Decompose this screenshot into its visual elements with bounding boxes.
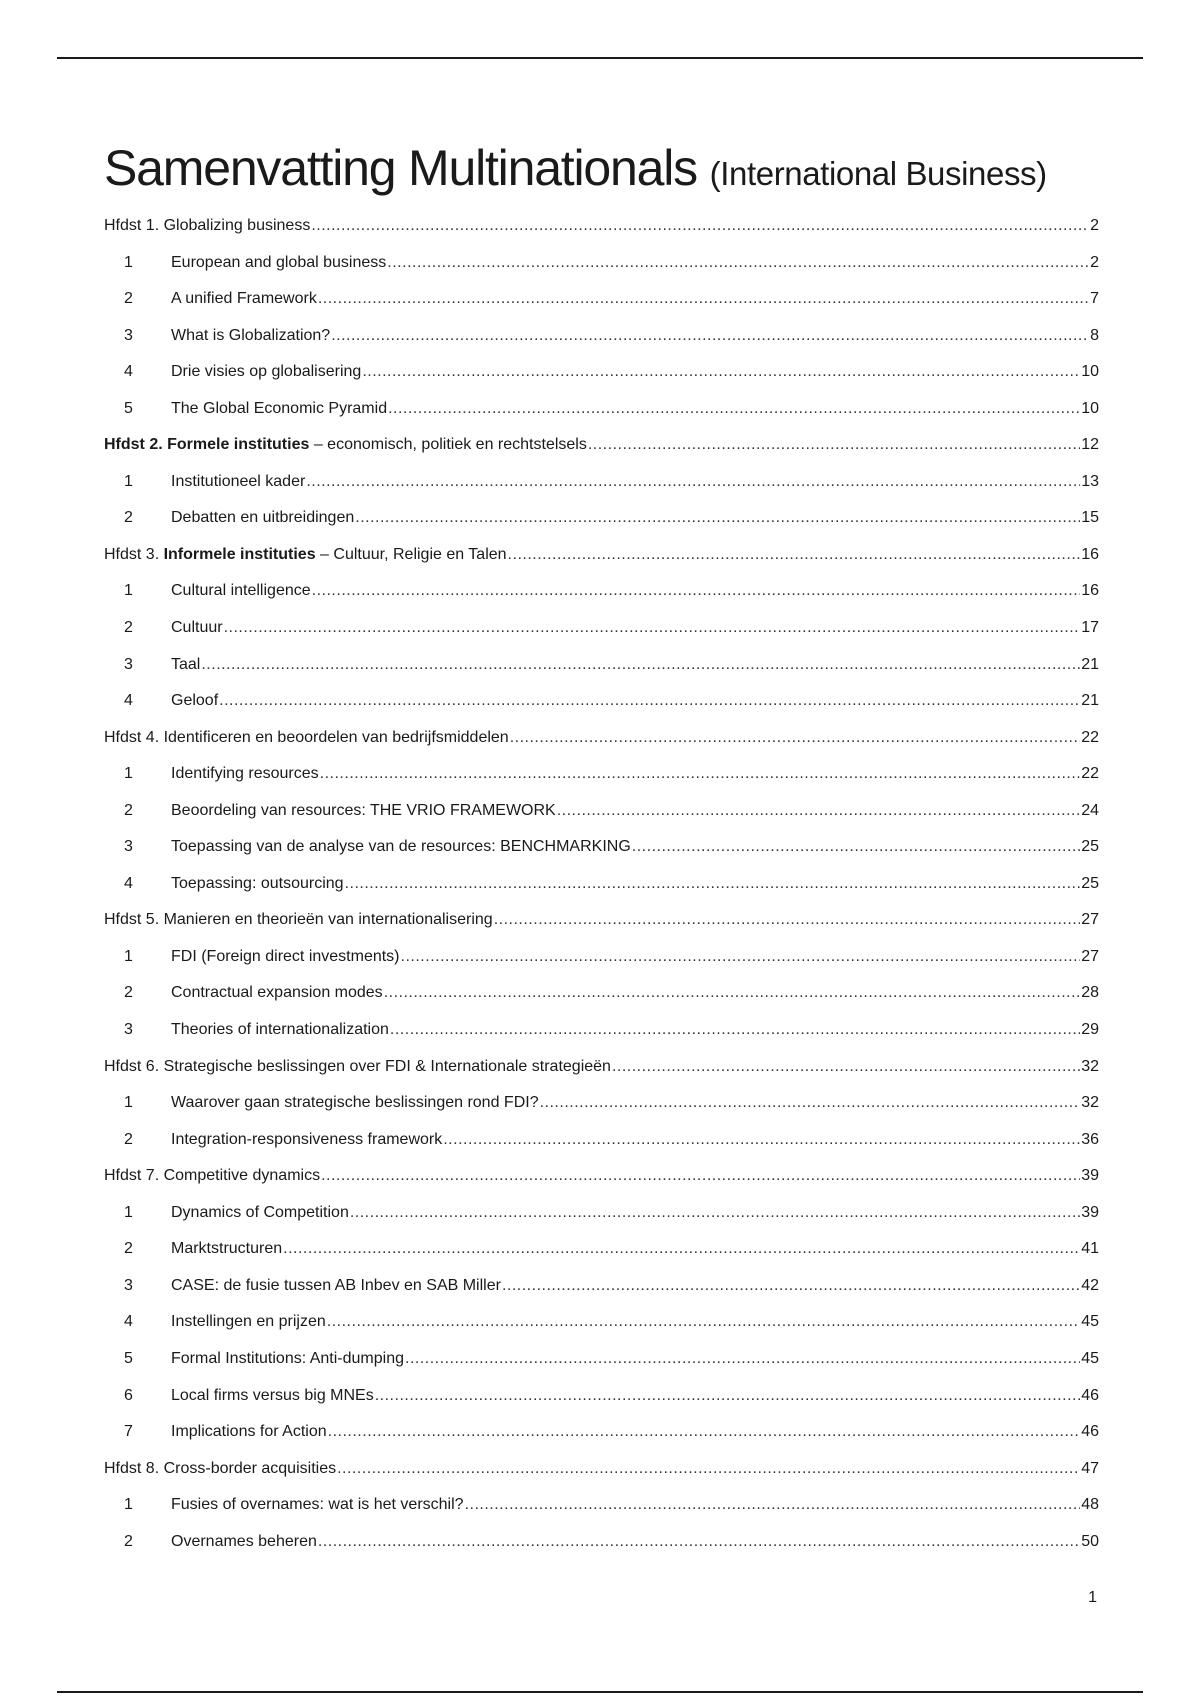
dot-leader <box>224 610 1081 647</box>
toc-section-number: 1 <box>124 765 133 783</box>
toc-page-number: 25 <box>1081 838 1099 856</box>
toc-section-number: 1 <box>124 947 133 965</box>
toc-page-number: 45 <box>1081 1349 1099 1367</box>
toc-entry-label: Taal <box>171 655 201 673</box>
toc-page-number: 46 <box>1081 1386 1099 1404</box>
toc-section-number: 2 <box>124 290 133 308</box>
dot-leader <box>327 1304 1080 1341</box>
toc-entry-label: FDI (Foreign direct investments) <box>171 947 400 965</box>
toc-page-number: 21 <box>1081 692 1099 710</box>
toc-section-entry[interactable] <box>104 391 1099 428</box>
page-number: 1 <box>1088 1589 1097 1606</box>
toc-page-number: 8 <box>1090 326 1099 344</box>
toc-entry-label <box>104 427 587 464</box>
chapter-prefix: Hfdst 8. <box>104 1459 164 1477</box>
toc-section-number: 2 <box>124 509 133 527</box>
title-main: Samenvatting Multinationals <box>104 139 697 196</box>
toc-section-entry[interactable] <box>104 793 1099 830</box>
toc-chapter-entry[interactable] <box>104 208 1099 245</box>
dot-leader <box>588 427 1080 464</box>
dot-leader <box>632 829 1080 866</box>
toc-page-number: 24 <box>1081 801 1099 819</box>
toc-entry-label: Formal Institutions: Anti-dumping <box>171 1349 404 1367</box>
toc-section-entry[interactable] <box>104 647 1099 684</box>
toc-section-number: 3 <box>124 1276 133 1294</box>
toc-section-number: 3 <box>124 655 133 673</box>
toc-section-entry[interactable] <box>104 1085 1099 1122</box>
toc-entry-label: Geloof <box>171 692 219 710</box>
chapter-bold-title: Informele instituties <box>163 545 316 563</box>
toc-page-number: 39 <box>1081 1167 1099 1185</box>
toc-entry-label: Local firms versus big MNEs <box>171 1386 374 1404</box>
toc-entry-label: Drie visies op globalisering <box>171 363 362 381</box>
toc-section-number: 3 <box>124 1021 133 1039</box>
dot-leader <box>318 1524 1080 1561</box>
toc-entry-label: Overnames beheren <box>171 1532 317 1550</box>
dot-leader <box>219 683 1080 720</box>
toc-page-number: 36 <box>1081 1130 1099 1148</box>
toc-section-number: 4 <box>124 874 133 892</box>
toc-section-number: 2 <box>124 619 133 637</box>
title-subtitle: (International Business) <box>709 154 1047 192</box>
toc-entry-label: Toepassing: outsourcing <box>171 874 344 892</box>
toc-entry-label: Identifying resources <box>171 765 319 783</box>
dot-leader <box>384 975 1081 1012</box>
toc-section-entry[interactable] <box>104 975 1099 1012</box>
dot-leader <box>557 793 1080 830</box>
toc-entry-label <box>104 208 310 245</box>
toc-page-number: 32 <box>1081 1094 1099 1112</box>
toc-section-number: 3 <box>124 838 133 856</box>
toc-section-entry[interactable] <box>104 1378 1099 1415</box>
toc-entry-label: Theories of internationalization <box>171 1021 389 1039</box>
toc-entry-label <box>104 1158 320 1195</box>
dot-leader <box>362 354 1080 391</box>
toc-section-entry[interactable] <box>104 939 1099 976</box>
toc-section-number: 2 <box>124 1532 133 1550</box>
toc-section-number: 2 <box>124 1130 133 1148</box>
dot-leader <box>306 464 1080 501</box>
dot-leader <box>375 1378 1080 1415</box>
dot-leader <box>331 318 1089 355</box>
toc-section-entry[interactable] <box>104 1231 1099 1268</box>
toc-entry-label: Cultural intelligence <box>171 582 311 600</box>
chapter-title: Strategische beslissingen over FDI & Internationale strategieën <box>163 1057 611 1075</box>
toc-page-number: 48 <box>1081 1496 1099 1514</box>
toc-entry-label: Cultuur <box>171 619 223 637</box>
toc-section-entry[interactable] <box>104 1012 1099 1049</box>
toc-section-entry[interactable] <box>104 756 1099 793</box>
toc-section-entry[interactable] <box>104 1304 1099 1341</box>
toc-page-number: 46 <box>1081 1423 1099 1441</box>
dot-leader <box>345 866 1081 903</box>
toc-section-number: 6 <box>124 1386 133 1404</box>
toc-section-number: 1 <box>124 1496 133 1514</box>
toc-section-entry[interactable] <box>104 1341 1099 1378</box>
toc-section-entry[interactable] <box>104 245 1099 282</box>
toc-section-entry[interactable] <box>104 281 1099 318</box>
toc-section-entry[interactable] <box>104 500 1099 537</box>
toc-page-number: 42 <box>1081 1276 1099 1294</box>
toc-section-number: 2 <box>124 1240 133 1258</box>
toc-page-number: 25 <box>1081 874 1099 892</box>
toc-entry-label: Contractual expansion modes <box>171 984 383 1002</box>
toc-chapter-entry[interactable] <box>104 537 1099 574</box>
toc-entry-label: A unified Framework <box>171 290 317 308</box>
toc-section-entry[interactable] <box>104 1487 1099 1524</box>
toc-page-number: 16 <box>1081 582 1099 600</box>
dot-leader <box>508 537 1081 574</box>
dot-leader <box>318 281 1089 318</box>
toc-section-number: 4 <box>124 692 133 710</box>
toc-page-number: 21 <box>1081 655 1099 673</box>
toc-section-number: 5 <box>124 1349 133 1367</box>
toc-page-number: 27 <box>1081 947 1099 965</box>
dot-leader <box>612 1049 1080 1086</box>
toc-section-entry[interactable] <box>104 1268 1099 1305</box>
toc-chapter-entry[interactable] <box>104 427 1099 464</box>
toc-entry-label: Dynamics of Competition <box>171 1203 349 1221</box>
dot-leader <box>443 1122 1080 1159</box>
toc-page-number: 41 <box>1081 1240 1099 1258</box>
toc-page-number: 45 <box>1081 1313 1099 1331</box>
toc-section-entry[interactable] <box>104 1414 1099 1451</box>
header-rule <box>57 57 1143 59</box>
toc-entry-label: Fusies of overnames: wat is het verschil? <box>171 1496 464 1514</box>
dot-leader <box>312 573 1081 610</box>
toc-section-entry[interactable] <box>104 1195 1099 1232</box>
toc-section-number: 1 <box>124 1094 133 1112</box>
toc-page-number: 22 <box>1081 728 1099 746</box>
dot-leader <box>510 720 1081 757</box>
toc-section-entry[interactable] <box>104 866 1099 903</box>
toc-page-number: 7 <box>1090 290 1099 308</box>
dot-leader <box>350 1195 1080 1232</box>
toc-section-entry[interactable] <box>104 1122 1099 1159</box>
toc-entry-label: Beoordeling van resources: THE VRIO FRAMEWORK <box>171 801 556 819</box>
toc-page-number: 50 <box>1081 1532 1099 1550</box>
dot-leader <box>390 1012 1080 1049</box>
toc-section-entry[interactable] <box>104 464 1099 501</box>
toc-page-number: 39 <box>1081 1203 1099 1221</box>
toc-section-entry[interactable] <box>104 573 1099 610</box>
toc-page-number: 17 <box>1081 619 1099 637</box>
chapter-title: Manieren en theorieën van internationalisering <box>163 911 493 929</box>
toc-page-number: 2 <box>1090 217 1099 234</box>
toc-entry-label: CASE: de fusie tussen AB Inbev en SAB Miller <box>171 1276 501 1294</box>
toc-section-entry[interactable] <box>104 683 1099 720</box>
chapter-bold-title: Hfdst 2. Formele instituties <box>104 436 310 454</box>
toc-page-number: 2 <box>1090 253 1099 271</box>
dot-leader <box>355 500 1080 537</box>
toc-entry-label: Integration-responsiveness framework <box>171 1130 443 1148</box>
toc-section-number: 4 <box>124 363 133 381</box>
toc-page-number: 28 <box>1081 984 1099 1002</box>
toc-page-number: 10 <box>1081 399 1099 417</box>
dot-leader <box>465 1487 1081 1524</box>
toc-page-number: 13 <box>1081 472 1099 490</box>
toc-entry-label: European and global business <box>171 253 387 271</box>
dot-leader <box>405 1341 1080 1378</box>
toc-page-number: 27 <box>1081 911 1099 929</box>
chapter-prefix: Hfdst 4. <box>104 728 164 746</box>
dot-leader <box>401 939 1081 976</box>
dot-leader <box>494 902 1081 939</box>
table-of-contents <box>104 208 1099 1560</box>
toc-chapter-entry[interactable] <box>104 1049 1099 1086</box>
footer-rule <box>57 1691 1143 1693</box>
dot-leader <box>328 1414 1081 1451</box>
toc-chapter-entry[interactable] <box>104 902 1099 939</box>
dot-leader <box>201 647 1080 684</box>
document-title <box>104 139 1047 197</box>
chapter-title: Cross-border acquisities <box>163 1459 337 1477</box>
dot-leader <box>337 1451 1080 1488</box>
toc-section-entry[interactable] <box>104 610 1099 647</box>
toc-page-number: 15 <box>1081 509 1099 527</box>
toc-page-number: 32 <box>1081 1057 1099 1075</box>
dot-leader <box>388 391 1080 428</box>
toc-entry-label: Institutioneel kader <box>171 472 306 490</box>
dot-leader <box>311 208 1089 245</box>
toc-chapter-entry[interactable] <box>104 720 1099 757</box>
toc-section-number: 1 <box>124 472 133 490</box>
dot-leader <box>387 245 1089 282</box>
toc-entry-label <box>104 537 507 574</box>
chapter-title: – economisch, politiek en rechtstelsels <box>309 436 587 454</box>
toc-page-number: 10 <box>1081 363 1099 381</box>
toc-page-number: 29 <box>1081 1021 1099 1039</box>
toc-entry-label: Waarover gaan strategische beslissingen rond FDI? <box>171 1094 539 1112</box>
toc-entry-label: Implications for Action <box>171 1423 327 1441</box>
toc-entry-label <box>104 1049 611 1086</box>
toc-chapter-entry[interactable] <box>104 1451 1099 1488</box>
toc-section-number: 2 <box>124 801 133 819</box>
toc-section-number: 5 <box>124 399 133 417</box>
toc-section-number: 1 <box>124 1203 133 1221</box>
chapter-prefix: Hfdst 6. <box>104 1057 164 1075</box>
toc-section-number: 1 <box>124 253 133 271</box>
toc-entry-label: What is Globalization? <box>171 326 331 344</box>
toc-entry-label <box>104 1451 336 1488</box>
toc-section-number: 1 <box>124 582 133 600</box>
toc-entry-label <box>104 902 493 939</box>
toc-section-number: 2 <box>124 984 133 1002</box>
toc-section-entry[interactable] <box>104 829 1099 866</box>
chapter-title: Globalizing business <box>163 217 311 234</box>
toc-page-number: 12 <box>1081 436 1099 454</box>
toc-section-number: 4 <box>124 1313 133 1331</box>
toc-page-number: 22 <box>1081 765 1099 783</box>
toc-page-number: 16 <box>1081 545 1099 563</box>
dot-leader <box>320 756 1081 793</box>
toc-section-number: 3 <box>124 326 133 344</box>
chapter-title: – Cultuur, Religie en Talen <box>315 545 507 563</box>
chapter-prefix: Hfdst 7. <box>104 1167 164 1185</box>
toc-entry-label: Instellingen en prijzen <box>171 1313 326 1331</box>
chapter-prefix: Hfdst 5. <box>104 911 164 929</box>
dot-leader <box>540 1085 1081 1122</box>
toc-section-entry[interactable] <box>104 1524 1099 1561</box>
chapter-prefix: Hfdst 3. <box>104 545 164 563</box>
toc-entry-label <box>104 720 509 757</box>
dot-leader <box>283 1231 1080 1268</box>
dot-leader <box>502 1268 1080 1305</box>
chapter-title: Identificeren en beoordelen van bedrijfsmiddelen <box>163 728 509 746</box>
toc-section-number: 7 <box>124 1423 133 1441</box>
toc-section-entry[interactable] <box>104 354 1099 391</box>
toc-entry-label: The Global Economic Pyramid <box>171 399 388 417</box>
toc-entry-label: Debatten en uitbreidingen <box>171 509 355 527</box>
chapter-prefix: Hfdst 1. <box>104 217 164 234</box>
toc-page-number: 47 <box>1081 1459 1099 1477</box>
toc-entry-label: Toepassing van de analyse van de resources: BENCHMARKING <box>171 838 631 856</box>
toc-chapter-entry[interactable] <box>104 1158 1099 1195</box>
dot-leader <box>321 1158 1080 1195</box>
chapter-title: Competitive dynamics <box>163 1167 321 1185</box>
toc-entry-label: Marktstructuren <box>171 1240 283 1258</box>
toc-section-entry[interactable] <box>104 318 1099 355</box>
